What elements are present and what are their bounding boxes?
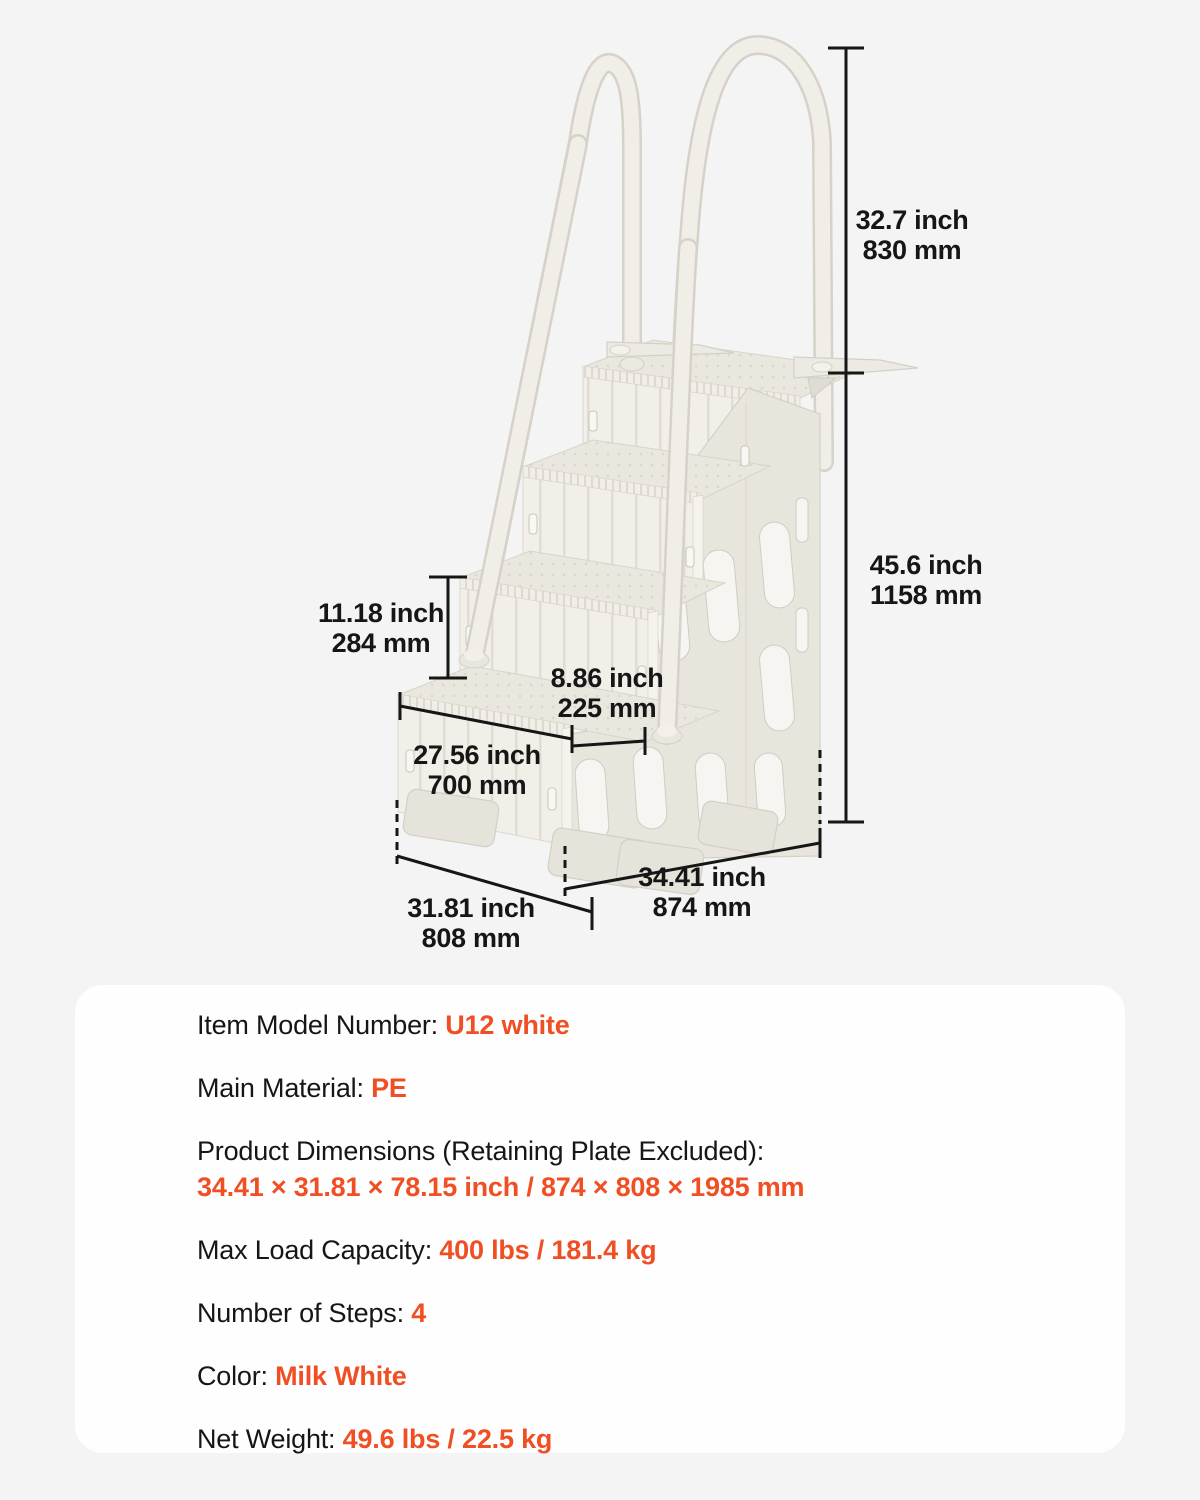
spec-row-material bbox=[197, 1070, 1085, 1106]
spec-label: Number of Steps: bbox=[197, 1298, 412, 1328]
dimension-label-step-height bbox=[296, 598, 466, 658]
dimension-value-inch: 8.86 inch bbox=[550, 663, 664, 693]
spec-value: U12 white bbox=[445, 1010, 570, 1040]
dimension-value-mm: 225 mm bbox=[557, 693, 657, 723]
dimension-value-inch: 34.41 inch bbox=[638, 862, 766, 892]
dimension-value-mm: 830 mm bbox=[862, 235, 962, 265]
spec-row-color bbox=[197, 1358, 1085, 1394]
spec-label: Item Model Number: bbox=[197, 1010, 446, 1040]
dimension-value-mm: 1158 mm bbox=[870, 580, 982, 610]
spec-value: 4 bbox=[411, 1298, 427, 1328]
dimension-value-mm: 808 mm bbox=[421, 923, 521, 953]
spec-label: Max Load Capacity: bbox=[197, 1235, 440, 1265]
spec-value: 34.41 × 31.81 × 78.15 inch / 874 × 808 × 1985 mm bbox=[197, 1172, 805, 1202]
spec-row-dimensions bbox=[197, 1133, 1085, 1205]
dimension-label-step-width bbox=[392, 740, 562, 800]
dimension-value-mm: 700 mm bbox=[427, 770, 527, 800]
spec-rows bbox=[197, 1007, 1085, 1457]
spec-label: Main Material: bbox=[197, 1073, 372, 1103]
dimension-value-inch: 45.6 inch bbox=[869, 550, 983, 580]
spec-row-weight bbox=[197, 1421, 1085, 1457]
spec-value: 49.6 lbs / 22.5 kg bbox=[342, 1424, 553, 1454]
spec-row-steps bbox=[197, 1295, 1085, 1331]
dimension-value-mm: 874 mm bbox=[652, 892, 752, 922]
spec-value: Milk White bbox=[275, 1361, 407, 1391]
spec-label: Net Weight: bbox=[197, 1424, 343, 1454]
dimension-value-inch: 31.81 inch bbox=[407, 893, 535, 923]
dimension-label-base-depth bbox=[386, 893, 556, 953]
spec-value: PE bbox=[371, 1073, 407, 1103]
spec-row-model bbox=[197, 1007, 1085, 1043]
dimension-label-base-width bbox=[617, 862, 787, 922]
spec-row-load bbox=[197, 1232, 1085, 1268]
dimension-label-ladder-height bbox=[841, 550, 1011, 610]
dimension-value-mm: 284 mm bbox=[331, 628, 431, 658]
dimension-label-tread-depth bbox=[522, 663, 692, 723]
spec-panel bbox=[75, 985, 1125, 1453]
dimension-value-inch: 32.7 inch bbox=[855, 205, 969, 235]
spec-label: Product Dimensions (Retaining Plate Excluded): bbox=[197, 1136, 765, 1166]
spec-value: 400 lbs / 181.4 kg bbox=[439, 1235, 657, 1265]
dimension-label-handrail-height bbox=[827, 205, 997, 265]
dimension-value-inch: 11.18 inch bbox=[317, 598, 445, 628]
spec-label: Color: bbox=[197, 1361, 276, 1391]
dimension-value-inch: 27.56 inch bbox=[413, 740, 541, 770]
